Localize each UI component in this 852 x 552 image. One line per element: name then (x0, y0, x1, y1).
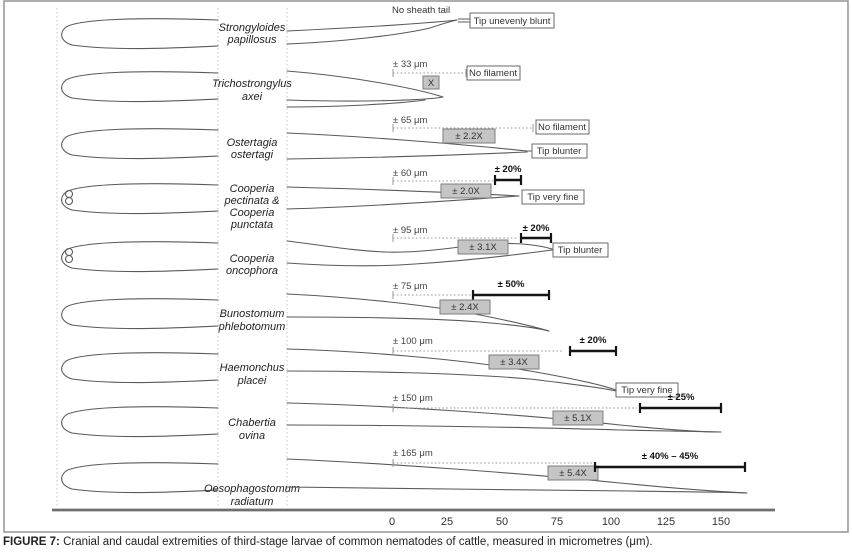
sheath-note: No sheath tail (392, 5, 451, 16)
length-label: ± 75 μm (393, 281, 428, 292)
factor-label: ± 2.0X (452, 186, 480, 197)
figure-caption-text: Cranial and caudal extremities of third-stage larvae of common nematodes of cattle, measured in micrometres (μm). (59, 536, 653, 548)
row-haemonchus-placei (62, 335, 678, 397)
species-name: Cooperia (229, 183, 275, 195)
cranial-extremity-drawing (62, 299, 218, 329)
factor-label: ± 3.4X (500, 357, 528, 368)
cranial-extremity-drawing (62, 463, 218, 493)
cranial-body-circle (66, 249, 73, 256)
axis-tick-label: 25 (440, 516, 454, 528)
tip-note-label: Tip unevenly blunt (473, 16, 551, 27)
cranial-extremity-drawing (62, 19, 218, 49)
species-name: oncophora (226, 265, 278, 277)
length-label: ± 60 μm (393, 168, 428, 179)
species-name: Bunostomum (219, 308, 285, 320)
cranial-extremity-drawing (62, 407, 218, 437)
length-label: ± 65 μm (393, 115, 428, 126)
axis-tick-label: 75 (550, 516, 564, 528)
variation-label: ± 40% – 45% (641, 451, 699, 462)
species-name: radiatum (230, 496, 274, 508)
axis-tick-label: 125 (656, 516, 676, 528)
length-label: ± 165 μm (393, 448, 433, 459)
row-trichostrongylus-axei (62, 59, 520, 107)
caudal-extremity-drawing (287, 20, 457, 31)
species-name: pectinata & (224, 195, 280, 207)
species-name: Cooperia (229, 253, 275, 265)
tip-note-label: Tip very fine (527, 192, 579, 203)
species-name: phlebotomum (218, 321, 286, 333)
length-label: ± 33 μm (393, 59, 428, 70)
species-name: Chabertia (228, 417, 276, 429)
variation-label: ± 25% (667, 392, 695, 403)
tip-note-label: Tip blunter (557, 245, 603, 256)
species-name: Haemonchus (219, 362, 285, 374)
cranial-extremity-drawing (62, 242, 218, 272)
filament-note-label: No filament (468, 68, 518, 79)
caudal-extremity-drawing (287, 152, 527, 159)
row-chabertia-ovina (62, 392, 721, 442)
row-cooperia-oncophora (62, 223, 608, 277)
variation-label: ± 20% (579, 335, 607, 346)
species-name: axei (241, 91, 263, 103)
caudal-extremity-drawing (287, 371, 616, 391)
variation-label: ± 20% (494, 164, 522, 175)
caudal-extremity-drawing (287, 20, 457, 44)
caudal-extremity-drawing (287, 71, 443, 97)
axis-tick-label: 150 (711, 516, 731, 528)
axis-tick-label: 0 (388, 516, 396, 528)
variation-label: ± 50% (497, 279, 525, 290)
cranial-extremity-drawing (62, 129, 218, 159)
factor-label: ± 5.4X (559, 468, 587, 479)
species-name: Strongyloides (218, 22, 286, 34)
variation-label: ± 20% (522, 223, 550, 234)
species-name: ovina (238, 430, 266, 442)
factor-label: ± 3.1X (469, 242, 497, 253)
caudal-extremity-drawing (287, 294, 549, 331)
species-name: ostertagi (230, 149, 274, 161)
cranial-body-circle (66, 191, 73, 198)
factor-label: X (427, 78, 435, 89)
length-label: ± 150 μm (393, 393, 433, 404)
cranial-extremity-drawing (62, 184, 218, 214)
row-oesophagostomum-radiatum (62, 448, 747, 508)
species-name: placei (237, 375, 267, 387)
species-name: papillosus (227, 34, 277, 46)
micrometre-axis (52, 510, 775, 528)
species-name: Trichostrongylus (212, 78, 292, 90)
species-name: Ostertagia (226, 137, 278, 149)
figure-caption (3, 536, 849, 548)
axis-tick-label: 100 (601, 516, 621, 528)
row-bunostomum-phlebotomum (62, 279, 549, 333)
length-label: ± 100 μm (393, 336, 433, 347)
figure-caption-label: FIGURE 7: (3, 536, 60, 548)
species-name: Cooperia (229, 207, 275, 219)
caudal-extremity-drawing (287, 250, 552, 266)
cranial-extremity-drawing (62, 72, 218, 102)
row-strongyloides-papillosus (62, 5, 554, 49)
caudal-extremity-drawing (287, 241, 552, 252)
factor-label: ± 2.2X (455, 131, 483, 142)
species-name: Oesophagostomum (204, 483, 300, 495)
factor-label: ± 5.1X (564, 413, 592, 424)
tip-note-label: Tip blunter (536, 146, 582, 157)
cranial-body-circle (66, 198, 73, 205)
row-cooperia-pectinata-punctata (62, 164, 584, 231)
axis-tick-label: 50 (495, 516, 509, 528)
row-ostertagia-ostertagi (62, 115, 589, 161)
cranial-body-circle (66, 256, 73, 263)
tip-note-label: Tip very fine (621, 385, 673, 396)
caudal-extremity-drawing (287, 317, 549, 331)
factor-label: ± 2.4X (451, 302, 479, 313)
cranial-extremity-drawing (62, 353, 218, 383)
length-label: ± 95 μm (393, 225, 428, 236)
species-name: punctata (230, 219, 274, 231)
filament-note-label: No filament (537, 122, 587, 133)
